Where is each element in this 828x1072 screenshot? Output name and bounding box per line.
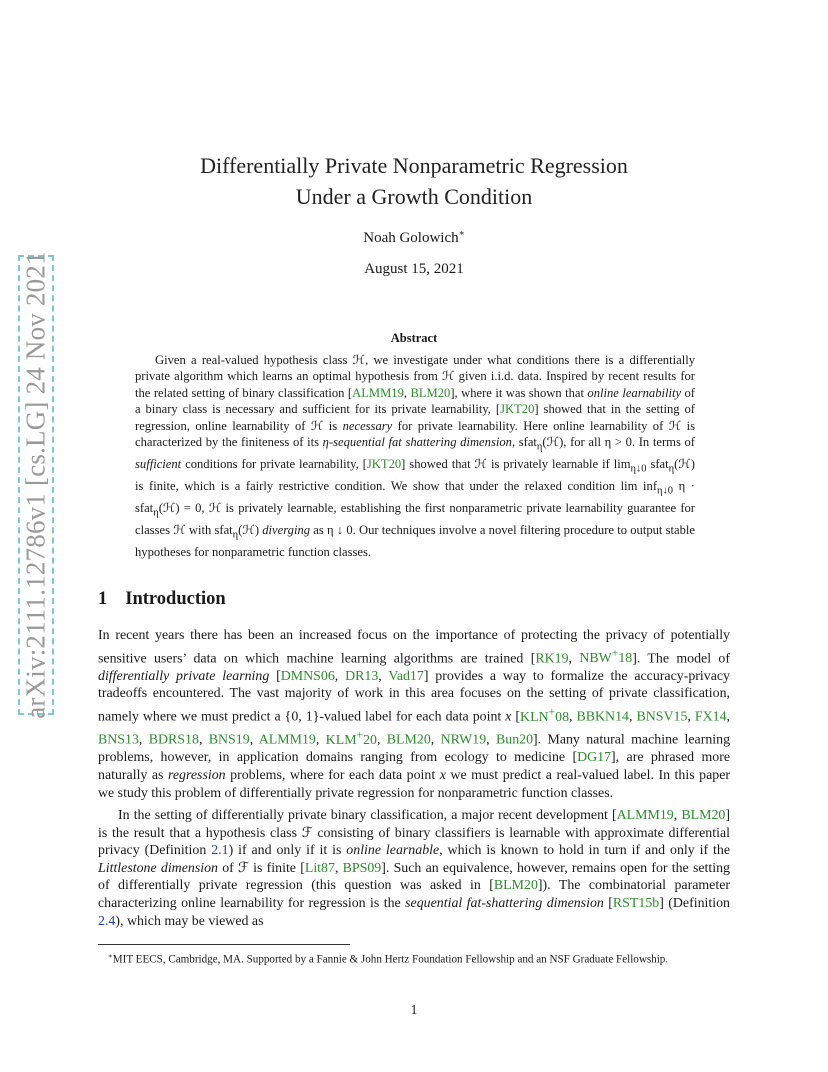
section-number: 1: [98, 589, 108, 609]
author-footnote-mark[interactable]: ∗: [458, 228, 465, 238]
inline-text: ) if and only if it is: [228, 843, 347, 859]
citation-link[interactable]: JKT20: [500, 402, 535, 417]
inline-text: Littlestone dimension: [98, 860, 218, 876]
inline-text: ] showed that: [401, 456, 475, 471]
intro-paragraph-2: [98, 807, 730, 930]
inline-text: differentially private learning: [98, 668, 270, 684]
inline-text: ℋ: [442, 369, 455, 384]
inline-text: ): [254, 522, 263, 537]
inline-text: ]. Many natural machine learning problems, however, in application domains ranging from ecology to medicine [: [98, 732, 731, 766]
inline-text: as η ↓ 0. Our techniques involve a novel filtering procedure to output stable hypotheses for nonparametric function classes.: [135, 522, 696, 559]
inline-text: ,: [628, 709, 637, 725]
inline-text: η-sequential fat shattering dimension: [322, 435, 512, 450]
inline-text: ℋ: [173, 522, 186, 537]
citation-link[interactable]: NRW19: [440, 732, 487, 748]
author-name: Noah Golowich: [363, 230, 459, 246]
inline-text: ), for all η > 0. In terms of: [559, 435, 695, 450]
inline-text: ,: [569, 709, 577, 725]
inline-text: of: [217, 860, 239, 876]
citation-link[interactable]: BDRS18: [148, 732, 199, 748]
inline-text: with sfat: [185, 522, 233, 537]
inline-text: ,: [249, 732, 259, 748]
paper-title: [0, 150, 828, 212]
inline-text: ] is the result that a hypothesis class: [98, 808, 730, 841]
inline-text: ℋ: [546, 435, 560, 450]
inline-text: ), which may be viewed as: [115, 913, 264, 929]
citation-link[interactable]: [325, 728, 377, 748]
inline-text: is: [323, 418, 343, 433]
inline-text: 20: [363, 732, 377, 748]
inline-text: x: [505, 709, 512, 725]
inline-text: online learnability: [587, 385, 682, 400]
inline-text: we must predict a real-valued label. In this paper we study this problem of differentially private regression for nonparametric function classes.: [98, 768, 730, 801]
title-line-2: Under a Growth Condition: [295, 184, 533, 209]
citation-link[interactable]: FX14: [694, 709, 727, 725]
inline-text: sfat: [646, 456, 669, 471]
inline-text: is privately learnable, establishing the first nonparametric private learnability guarantee for classes: [135, 500, 696, 537]
citation-link[interactable]: ALMM19: [258, 732, 316, 748]
citation-link[interactable]: BLM20: [410, 385, 451, 400]
inline-text: +: [611, 646, 619, 660]
inline-text: ,: [376, 732, 387, 748]
abstract-heading: Abstract: [390, 331, 438, 345]
inline-text: KLN: [520, 709, 549, 725]
citation-link[interactable]: BNS13: [98, 732, 139, 748]
definition-reference-link[interactable]: 2.1: [211, 843, 229, 859]
inline-text: ,: [687, 709, 695, 725]
inline-text: ]). The combinatorial parameter characterizing online learnability for regression is the: [98, 878, 730, 911]
inline-text: ,: [403, 385, 411, 400]
inline-text: ]. Such an equivalence, however, remains open for the setting of differentially private regression (this question was asked in [: [98, 860, 730, 894]
arxiv-identifier: arXiv:2111.12786v1 [cs.LG] 24 Nov 2021: [20, 251, 51, 719]
inline-text: ℋ: [352, 353, 366, 367]
inline-text: ,: [378, 668, 389, 684]
inline-text: ] showed that in the setting of regression, online learnability of: [135, 402, 695, 433]
inline-text: ℋ: [310, 418, 324, 433]
inline-text: +: [356, 728, 364, 742]
inline-text: NBW: [579, 651, 612, 667]
citation-link[interactable]: Vad17: [388, 668, 424, 684]
inline-text: 08: [555, 709, 570, 725]
citation-link[interactable]: [520, 705, 570, 725]
inline-text: ,: [430, 732, 441, 748]
citation-link[interactable]: BLM20: [386, 732, 431, 748]
inline-text: Given a real-valued hypothesis class: [155, 353, 353, 367]
inline-text: ℱ: [238, 860, 249, 876]
inline-text: (: [674, 456, 679, 471]
footnote-mark: ∗: [108, 952, 113, 960]
inline-text: ,: [726, 709, 731, 725]
inline-text: ℋ: [678, 456, 691, 471]
inline-text: η↓0: [630, 463, 647, 475]
inline-text: ,: [486, 732, 496, 748]
inline-text: +: [548, 705, 556, 718]
inline-text: ℋ: [162, 500, 176, 515]
citation-link[interactable]: DR13: [345, 668, 379, 684]
citation-link[interactable]: BNSV15: [636, 709, 688, 725]
inline-text: [: [269, 668, 281, 684]
inline-text: ℋ: [242, 522, 255, 537]
title-line-1: Differentially Private Nonparametric Regression: [200, 153, 628, 178]
section-heading: [98, 589, 226, 610]
inline-text: ], are phrased more naturally as: [98, 750, 730, 784]
author: [0, 228, 828, 247]
inline-text: ℋ: [208, 500, 222, 515]
inline-text: conditions for private learnability, [: [181, 456, 367, 471]
inline-text: ℱ: [301, 825, 313, 841]
inline-text: ] (Definition: [659, 895, 730, 911]
citation-link[interactable]: Lit87: [304, 860, 335, 876]
inline-text: consisting of binary classifiers is learnable with approximate differential privacy (Definition: [98, 825, 730, 859]
inline-text: ,: [568, 651, 580, 667]
inline-text: diverging: [262, 522, 311, 537]
citation-link[interactable]: BBKN14: [576, 709, 629, 725]
footnote-rule: [98, 944, 350, 945]
inline-text: regression: [168, 768, 226, 784]
inline-text: given i.i.d. data. Inspired by recent results for the related setting of binary classification [: [135, 369, 696, 400]
inline-text: online learnable: [346, 843, 440, 859]
citation-link[interactable]: BLM20: [681, 808, 726, 823]
footnote: [98, 949, 730, 967]
inline-text: sequential fat-shattering dimension: [405, 895, 604, 911]
inline-text: ], where it was shown that: [450, 385, 588, 400]
intro-paragraph-1: [98, 627, 730, 802]
inline-text: is privately learnable if lim: [487, 456, 631, 471]
inline-text: In recent years there has been an increased focus on the importance of protecting the privacy of potentially sensitive users’ data on which machine learning algorithms are trained [: [98, 628, 730, 667]
inline-text: ,: [673, 808, 682, 823]
inline-text: 18: [618, 651, 633, 667]
citation-link[interactable]: DMNS06: [280, 668, 335, 684]
inline-text: , we investigate under what conditions there is a differentially private algorithm which learns an optimal hypothesis from: [135, 353, 695, 384]
inline-text: ) = 0,: [175, 500, 209, 515]
inline-text: η↓0: [657, 485, 674, 497]
citation-link[interactable]: DG17: [577, 750, 612, 766]
inline-text: ] provides a way to formalize the accuracy-privacy tradeoffs encountered. The vast majority of work in this area focuses on the setting of private classification, namely where we must predict a {0, 1}-valued label for each data point: [98, 668, 730, 725]
section-title: Introduction: [125, 589, 226, 609]
inline-text: ,: [198, 732, 209, 748]
paper-date: August 15, 2021: [364, 261, 464, 277]
inline-text: In the setting of differentially private binary classification, a major recent development [: [118, 808, 617, 823]
inline-text: ℋ: [668, 418, 682, 433]
inline-text: [: [511, 709, 521, 725]
citation-link[interactable]: BLM20: [493, 878, 538, 894]
citation-link[interactable]: BNS19: [208, 732, 250, 748]
citation-link[interactable]: Bun20: [495, 732, 534, 748]
inline-text: η · sfat: [135, 478, 695, 515]
inline-text: ,: [334, 668, 346, 684]
page-number: 1: [410, 1002, 418, 1017]
citation-link[interactable]: [579, 646, 633, 667]
inline-text: ℋ: [474, 456, 487, 471]
inline-text: η: [153, 507, 159, 519]
citation-link[interactable]: BPS09: [342, 860, 382, 876]
inline-text: ,: [138, 732, 149, 748]
citation-link[interactable]: RST15b: [612, 895, 660, 911]
inline-text: necessary: [342, 418, 393, 433]
footnote-text: MIT EECS, Cambridge, MA. Supported by a Fannie & John Hertz Foundation Fellowship and an NSF Graduate Fellowship.: [112, 953, 669, 966]
inline-text: sufficient: [135, 456, 182, 471]
inline-text: η: [668, 463, 675, 475]
inline-text: ,: [334, 860, 343, 876]
inline-text: ,: [315, 732, 326, 748]
citation-link[interactable]: RK19: [535, 651, 569, 667]
inline-text: problems, where for each data point: [225, 768, 440, 784]
inline-text: x: [439, 768, 446, 784]
inline-text: , which is known to hold in turn if and only if the: [439, 843, 730, 859]
inline-text: η: [536, 441, 543, 453]
inline-text: (: [238, 522, 243, 537]
citation-link[interactable]: JKT20: [366, 456, 402, 471]
inline-text: of a binary class is necessary and sufficient for its private learnability, [: [135, 385, 695, 417]
inline-text: ) is finite, which is a fairly restrictive condition. We show that under the relaxed condition lim inf: [135, 456, 695, 493]
inline-text: KLM: [325, 732, 357, 748]
abstract-body: [135, 352, 695, 560]
citation-link[interactable]: ALMM19: [616, 808, 674, 823]
inline-text: (: [158, 500, 163, 515]
definition-reference-link[interactable]: 2.4: [98, 913, 116, 929]
inline-text: for private learnability. Here online learnability of: [392, 418, 669, 433]
inline-text: η: [232, 529, 239, 541]
inline-text: , sfat: [511, 435, 537, 450]
inline-text: (: [542, 435, 547, 450]
inline-text: is finite [: [248, 860, 305, 876]
inline-text: is characterized by the finiteness of its: [135, 418, 695, 450]
citation-link[interactable]: ALMM19: [352, 385, 404, 400]
inline-text: ]. The model of: [632, 651, 731, 667]
inline-text: [: [603, 895, 613, 911]
